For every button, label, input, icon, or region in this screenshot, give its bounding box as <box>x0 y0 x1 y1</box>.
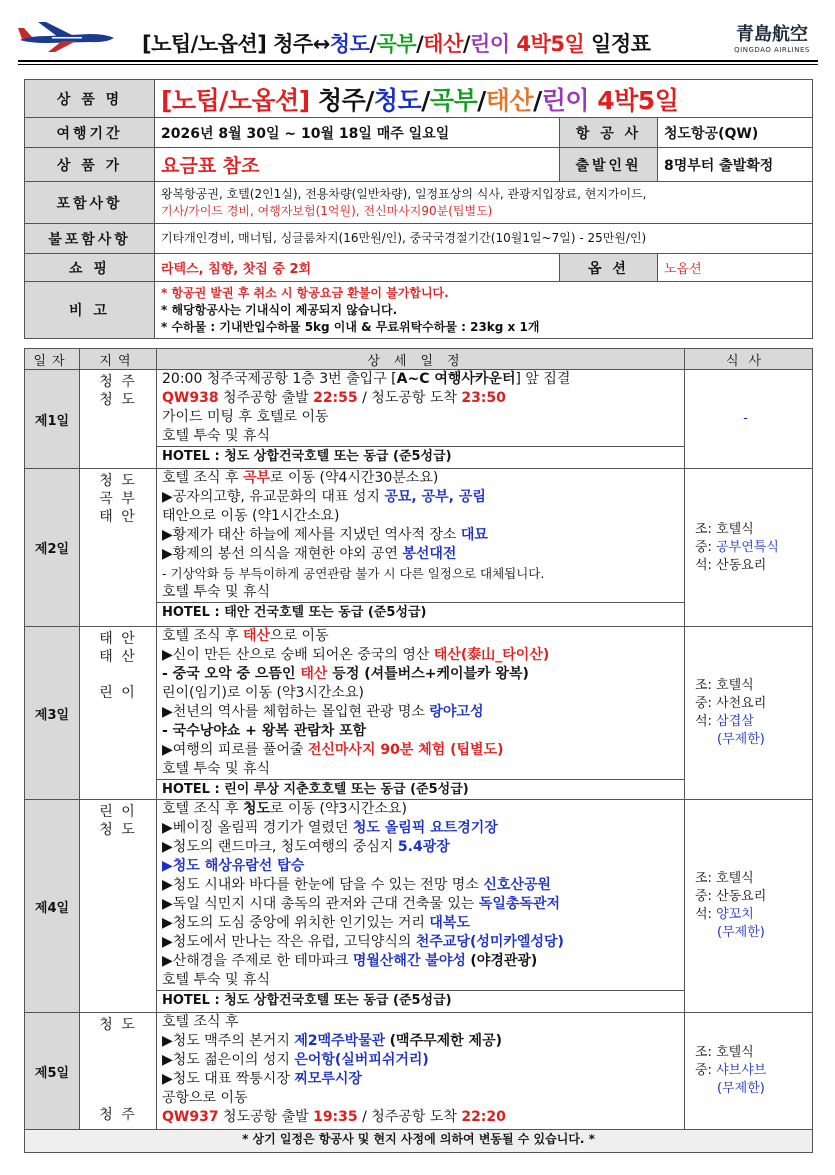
period-label: 여행기간 <box>25 118 155 148</box>
product-name-qufu: 곡부 <box>429 85 478 115</box>
schedule-line: 호텔 투숙 및 휴식 <box>162 428 271 444</box>
option-label: 옵 션 <box>560 254 658 282</box>
schedule-line: 공항으로 이동 <box>162 1090 248 1106</box>
hotel-line: HOTEL : 청도 상합건국호텔 또는 동급 (준5성급) <box>157 990 684 1010</box>
schedule-line: 호텔 투숙 및 휴식 <box>162 972 271 988</box>
departure-value: 8명부터 출발확정 <box>658 148 813 182</box>
included-line-highlight: 기사/가이드 경비, 여행자보험(1억원), 전신마사지90분(팁별도) <box>161 203 493 218</box>
product-info-table <box>24 79 813 339</box>
title-text: [노팁/노옵션] 청주 <box>142 32 313 56</box>
region-name: 곡 부 <box>99 491 137 507</box>
title-schedule: 일정표 <box>591 32 651 56</box>
day-label: 제5일 <box>25 1013 80 1130</box>
meal-line: 중: 공부연특식 <box>695 539 779 555</box>
detail-cell <box>157 800 685 1013</box>
col-region-header: 지역 <box>80 349 157 370</box>
product-name-prefix: [노팁/노옵션] <box>161 85 318 115</box>
footer-note: * 상기 일정은 항공사 및 현지 사정에 의하여 변동될 수 있습니다. * <box>25 1130 813 1153</box>
region-name: 태 안 <box>99 631 137 647</box>
meal-line: 조: 호텔식 <box>695 1045 754 1060</box>
schedule-line: ▶천년의 역사를 체험하는 몰입현 관광 명소 랑야고성 <box>162 704 484 720</box>
itinerary-table <box>24 348 813 1153</box>
meal-cell <box>685 800 813 1013</box>
schedule-line: ▶청도 대표 짝퉁시장 찌모루시장 <box>162 1071 362 1087</box>
title-taishan: 태산 <box>423 32 463 56</box>
meal-line: 중: 산동요리 <box>695 889 767 904</box>
region-name: 청 주 <box>99 374 137 390</box>
hotel-line: HOTEL : 청도 상합건국호텔 또는 동급 (준5성급) <box>157 446 684 466</box>
meal-cell <box>685 1013 813 1130</box>
schedule-line: ▶청도의 랜드마크, 청도여행의 중심지 5.4광장 <box>162 839 450 855</box>
schedule-line: ▶독일 식민지 시대 총독의 관저와 근대 건축물 있는 독일총독관저 <box>162 896 561 912</box>
schedule-line: ▶청도 젊은이의 성지 은어항(실버피쉬거리) <box>162 1052 429 1068</box>
table-row <box>25 800 813 1013</box>
region-cell <box>80 800 157 1013</box>
remark-line: * 수하물 : 기내반입수하물 5kg 이내 & 무료위탁수하물 : 23kg x 1개 <box>161 319 540 334</box>
region-name: 린 이 <box>99 685 137 701</box>
schedule-line: QW938 청주공항 출발 22:55 / 청도공항 도착 23:50 <box>162 390 506 406</box>
product-name-sep: / <box>477 85 486 115</box>
detail-cell <box>157 370 685 469</box>
product-name-sep: / <box>421 85 430 115</box>
product-name-label: 상 품 명 <box>25 80 155 118</box>
title-qufu: 곡부 <box>376 32 417 56</box>
schedule-line: 호텔 투숙 및 휴식 <box>162 584 271 600</box>
product-name-linyi: 린이 <box>541 85 590 115</box>
region-name: 태 산 <box>99 649 137 665</box>
region-cell <box>80 1013 157 1130</box>
title-sep: / <box>416 32 424 56</box>
schedule-line: ▶청도 맥주의 본거지 제2맥주박물관 (맥주무제한 제공) <box>162 1033 502 1049</box>
schedule-line: ▶공자의고향, 유교문화의 대표 성지 공묘, 공부, 공림 <box>162 489 486 505</box>
schedule-line: ▶신이 만든 산으로 숭배 되어온 중국의 영산 태산(泰山_타이산) <box>162 647 550 663</box>
region-cell <box>80 469 157 627</box>
schedule-line: - 국수낭야쇼 + 왕복 관람차 포함 <box>162 723 367 739</box>
price-label: 상 품 가 <box>25 148 155 182</box>
col-detail-header: 상세일정 <box>157 349 685 370</box>
table-row <box>25 469 813 627</box>
product-name-duration: 4박5일 <box>589 85 679 115</box>
col-meal-header: 식사 <box>685 349 813 370</box>
product-name-cheongju: 청주/ <box>317 85 374 115</box>
title-sep: / <box>369 32 377 56</box>
shopping-value: 라텍스, 침향, 찻집 중 2회 <box>155 254 560 282</box>
meal-line: (무제한) <box>717 732 765 747</box>
schedule-line: ▶청도에서 만나는 작은 유럽, 고딕양식의 천주교당(성미카엘성당) <box>162 934 564 950</box>
schedule-line: ▶황제가 태산 하늘에 제사를 지냈던 역사적 장소 대묘 <box>162 527 488 543</box>
airline-value: 청도항공(QW) <box>658 118 813 148</box>
title-linyi: 린이 <box>470 32 510 56</box>
region-cell <box>80 627 157 800</box>
document-header <box>18 10 818 62</box>
day-label: 제1일 <box>25 370 80 469</box>
logo-english: QINGDAO AIRLINES <box>734 46 810 54</box>
meal-line: 석: 삼겹살 <box>695 714 754 729</box>
airplane-icon <box>18 16 118 56</box>
day-label: 제4일 <box>25 800 80 1013</box>
schedule-line: ▶황제의 봉선 의식을 재현한 야외 공연 봉선대전 <box>162 546 457 562</box>
region-name: 청 도 <box>99 1017 137 1033</box>
excluded-label: 불포함사항 <box>25 224 155 254</box>
region-spacer <box>86 1034 150 1106</box>
schedule-line: 가이드 미팅 후 호텔로 이동 <box>162 409 329 425</box>
region-name: 청 도 <box>99 392 137 408</box>
region-cell <box>80 370 157 469</box>
hotel-line: HOTEL : 태안 건국호텔 또는 동급 (준5성급) <box>157 602 684 622</box>
airline-label: 항 공 사 <box>560 118 658 148</box>
meal-line: 조: 호텔식 <box>695 871 754 886</box>
included-line: 왕복항공권, 호텔(2인1실), 전용차량(일반차량), 일정표상의 식사, 관광지입장료, 현지가이드, <box>161 186 647 201</box>
remark-line: * 해당항공사는 기내식이 제공되지 않습니다. <box>161 302 398 317</box>
table-row <box>25 1013 813 1130</box>
region-spacer <box>86 666 150 684</box>
page-title <box>142 28 650 58</box>
region-name: 청 도 <box>99 473 137 489</box>
meal-line: 중: 사천요리 <box>695 696 767 711</box>
meal-cell <box>685 370 813 469</box>
table-row <box>25 1130 813 1153</box>
region-name: 청 도 <box>99 822 137 838</box>
schedule-line: ▶청도 시내와 바다를 한눈에 담을 수 있는 전망 명소 신호산공원 <box>162 877 551 893</box>
header-rule-thin <box>18 64 818 65</box>
excluded-value: 기타개인경비, 매너팁, 싱글룸차지(16만원/인), 중국국경절기간(10월1일~7일) - 25만원/인) <box>155 224 813 254</box>
schedule-line: QW937 청도공항 출발 19:35 / 청주공항 도착 22:20 <box>162 1109 506 1125</box>
product-name-qingdao: 청도 <box>373 85 422 115</box>
schedule-line: 호텔 조식 후 곡부로 이동 (약4시간30분소요) <box>162 470 439 486</box>
detail-cell <box>157 1013 685 1130</box>
schedule-line: ▶여행의 피로를 풀어줄 전신마사지 90분 체험 (팁별도) <box>162 742 504 758</box>
meal-line: 석: 산동요리 <box>695 557 767 573</box>
region-name: 태 안 <box>99 509 137 525</box>
title-qingdao: 청도 <box>329 32 370 56</box>
meal-line: 석: 양꼬치 <box>695 907 754 922</box>
product-name-taishan: 태산 <box>485 85 534 115</box>
meal-line: 중: 샤브샤브 <box>695 1063 767 1078</box>
product-name-sep: / <box>533 85 542 115</box>
schedule-line: 호텔 조식 후 태산으로 이동 <box>162 628 329 644</box>
airline-logo <box>726 20 818 54</box>
meal-line: (무제한) <box>717 925 765 940</box>
detail-cell <box>157 627 685 800</box>
meal-cell <box>685 627 813 800</box>
schedule-line: 호텔 조식 후 <box>162 1014 239 1030</box>
departure-label: 출발인원 <box>560 148 658 182</box>
title-duration: 4박5일 <box>509 32 592 56</box>
schedule-line: ▶청도의 도심 중앙에 위치한 인기있는 거리 대복도 <box>162 915 470 931</box>
meal-line: 조: 호텔식 <box>695 678 754 693</box>
product-name <box>155 80 813 118</box>
region-name: 청 주 <box>99 1107 137 1123</box>
schedule-line: ▶베이징 올림픽 경기가 열렸던 청도 올림픽 요트경기장 <box>162 820 498 836</box>
region-name: 린 이 <box>99 804 137 820</box>
schedule-line: 호텔 투숙 및 휴식 <box>162 761 271 777</box>
price-value: 요금표 참조 <box>155 148 560 182</box>
table-row <box>25 627 813 800</box>
period-value: 2026년 8월 30일 ~ 10월 18일 매주 일요일 <box>155 118 560 148</box>
meal-line: - <box>743 411 748 426</box>
meal-line: 조: 호텔식 <box>695 521 754 537</box>
header-rule <box>18 60 818 62</box>
schedule-line: - 중국 오악 중 으뜸인 태산 등정 (셔틀버스+케이블카 왕복) <box>162 666 529 682</box>
schedule-line: 태안으로 이동 (약1시간소요) <box>162 508 340 524</box>
table-row <box>25 370 813 469</box>
schedule-line: ▶산해경을 주제로 한 테마파크 명월산해간 불야성 (야경관광) <box>162 953 538 969</box>
option-value: 노옵션 <box>658 254 813 282</box>
schedule-line: - 기상악화 등 부득이하게 공연관람 불가 시 다른 일정으로 대체됩니다. <box>162 566 545 581</box>
included-value <box>155 182 813 224</box>
schedule-line: 린이(임기)로 이동 (약3시간소요) <box>162 685 364 701</box>
remarks-value <box>155 282 813 339</box>
schedule-line: 20:00 청주국제공항 1층 3번 출입구 [A~C 여행사카운터] 앞 집결 <box>162 371 571 387</box>
remark-line: * 항공권 발권 후 취소 시 항공요금 환불이 불가합니다. <box>161 285 449 300</box>
logo-chinese: 青島航空 <box>736 24 808 45</box>
arrow-text: ↔ <box>312 32 330 56</box>
remarks-label: 비 고 <box>25 282 155 339</box>
meal-line: (무제한) <box>717 1081 765 1096</box>
detail-cell <box>157 469 685 627</box>
meal-cell <box>685 469 813 627</box>
day-label: 제2일 <box>25 469 80 627</box>
schedule-line: 호텔 조식 후 청도로 이동 (약3시간소요) <box>162 801 407 817</box>
title-sep: / <box>462 32 471 56</box>
col-day-header: 일자 <box>25 349 80 370</box>
hotel-line: HOTEL : 린이 루상 지춘호호텔 또는 동급 (준5성급) <box>157 779 684 799</box>
shopping-label: 쇼 핑 <box>25 254 155 282</box>
included-label: 포함사항 <box>25 182 155 224</box>
day-label: 제3일 <box>25 627 80 800</box>
schedule-line: ▶청도 해상유람선 탑승 <box>162 858 305 874</box>
